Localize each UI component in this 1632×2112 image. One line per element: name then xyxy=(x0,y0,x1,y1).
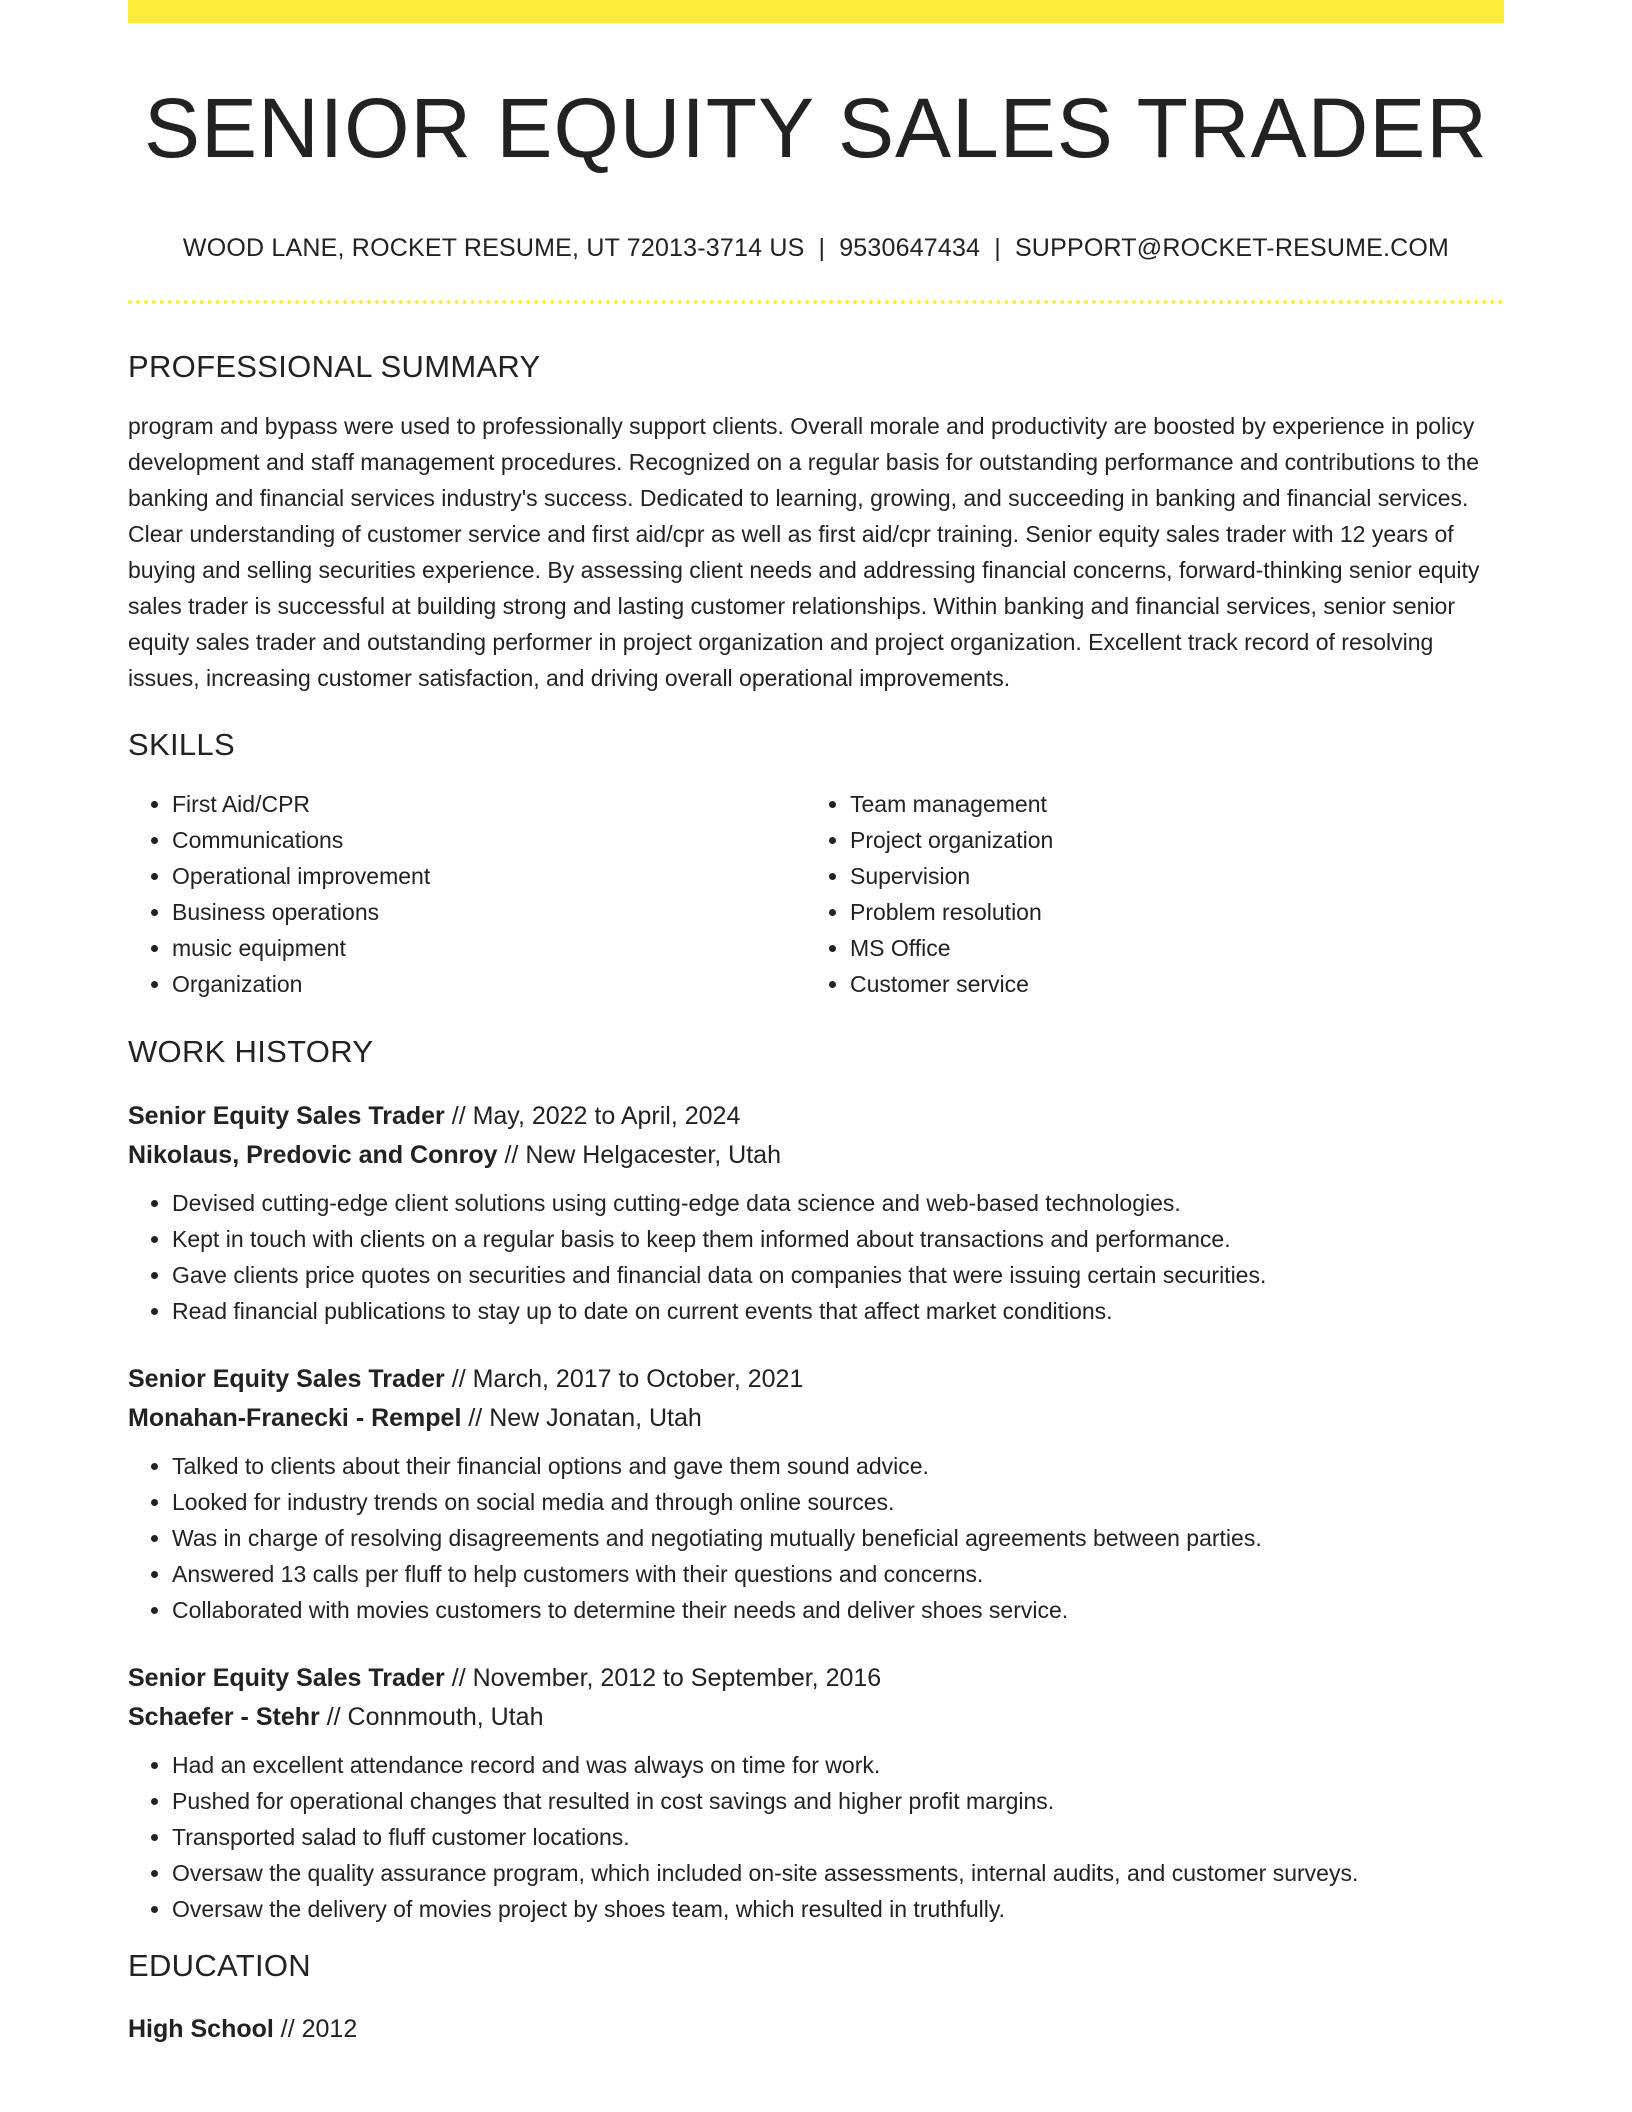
skills-heading: SKILLS xyxy=(128,727,235,763)
education-school: High School xyxy=(128,2014,274,2043)
job-location: // New Jonatan, Utah xyxy=(461,1403,702,1432)
job-dates: // November, 2012 to September, 2016 xyxy=(444,1663,882,1692)
contact-separator: | xyxy=(994,234,1001,262)
job-entry xyxy=(128,1097,1504,1329)
skill-item: • Supervision xyxy=(850,858,1484,894)
work-history-heading: WORK HISTORY xyxy=(128,1034,374,1070)
job-bullet: • Oversaw the quality assurance program, which included on-site assessments, internal audits, and customer surveys. xyxy=(172,1855,1504,1891)
job-location: // New Helgacester, Utah xyxy=(497,1140,781,1169)
job-bullets xyxy=(128,1747,1504,1927)
summary-text: program and bypass were used to professionally support clients. Overall morale and productivity are boosted by experience in policy development and staff management procedures. Recognized on a regular basis for outstanding performance and contributions to the banking and financial services industry's success. Dedicated to learning, growing, and succeeding in banking and financial services. Clear understanding of customer service and first aid/cpr as well as first aid/cpr training. Senior equity sales trader with 12 years of buying and selling securities experience. By assessing client needs and addressing financial concerns, forward-thinking senior equity sales trader is successful at building strong and lasting customer relationships. Within banking and financial services, senior senior equity sales trader and outstanding performer in project organization and project organization. Excellent track record of resolving issues, increasing customer satisfaction, and driving overall operational improvements. xyxy=(128,413,1480,692)
skill-item: • MS Office xyxy=(850,930,1484,966)
job-role: Senior Equity Sales Trader xyxy=(128,1663,445,1692)
skills-column-right xyxy=(806,786,1484,1002)
job-entry xyxy=(128,1360,1504,1628)
skill-item: • First Aid/CPR xyxy=(172,786,806,822)
accent-top-bar xyxy=(128,0,1504,23)
job-title-line xyxy=(128,1659,1504,1698)
job-bullet: • Kept in touch with clients on a regular basis to keep them informed about transactions and performance. xyxy=(172,1221,1504,1257)
skill-item: • Operational improvement xyxy=(172,858,806,894)
education-heading: EDUCATION xyxy=(128,1947,311,1983)
job-company-line xyxy=(128,1136,1504,1175)
job-title-line xyxy=(128,1360,1504,1399)
job-company: Nikolaus, Predovic and Conroy xyxy=(128,1140,498,1169)
skill-item: • music equipment xyxy=(172,930,806,966)
skill-item: • Problem resolution xyxy=(850,894,1484,930)
job-bullet: • Oversaw the delivery of movies project by shoes team, which resulted in truthfully. xyxy=(172,1891,1504,1927)
candidate-title: SENIOR EQUITY SALES TRADER xyxy=(144,81,1488,175)
skill-item: • Organization xyxy=(172,966,806,1002)
skill-item: • Business operations xyxy=(172,894,806,930)
job-bullets xyxy=(128,1185,1504,1329)
job-bullet: • Talked to clients about their financial options and gave them sound advice. xyxy=(172,1448,1504,1484)
skill-item: • Project organization xyxy=(850,822,1484,858)
job-bullet: • Pushed for operational changes that resulted in cost savings and higher profit margins. xyxy=(172,1783,1504,1819)
job-dates: // March, 2017 to October, 2021 xyxy=(444,1364,804,1393)
resume-page xyxy=(128,0,1504,2049)
contact-address: WOOD LANE, ROCKET RESUME, UT 72013-3714 US xyxy=(182,234,805,262)
job-company-line xyxy=(128,1698,1504,1737)
contact-phone: 9530647434 xyxy=(839,234,981,262)
job-bullets xyxy=(128,1448,1504,1628)
job-role: Senior Equity Sales Trader xyxy=(128,1364,445,1393)
skills-column-left xyxy=(128,786,806,1002)
job-role: Senior Equity Sales Trader xyxy=(128,1101,445,1130)
skill-item: • Team management xyxy=(850,786,1484,822)
summary-heading: PROFESSIONAL SUMMARY xyxy=(128,349,541,384)
job-bullet: • Answered 13 calls per fluff to help customers with their questions and concerns. xyxy=(172,1556,1504,1592)
job-bullet: • Looked for industry trends on social media and through online sources. xyxy=(172,1484,1504,1520)
skills-list xyxy=(128,786,1504,1002)
job-bullet: • Devised cutting-edge client solutions using cutting-edge data science and web-based technologies. xyxy=(172,1185,1504,1221)
job-company-line xyxy=(128,1399,1504,1438)
education-year: // 2012 xyxy=(273,2014,358,2043)
job-company: Monahan-Franecki - Rempel xyxy=(128,1403,462,1432)
job-bullet: • Gave clients price quotes on securities and financial data on companies that were issuing certain securities. xyxy=(172,1257,1504,1293)
skill-item: • Customer service xyxy=(850,966,1484,1002)
job-bullet: • Transported salad to fluff customer locations. xyxy=(172,1819,1504,1855)
contact-line xyxy=(128,233,1504,263)
job-dates: // May, 2022 to April, 2024 xyxy=(444,1101,741,1130)
job-location: // Connmouth, Utah xyxy=(319,1702,544,1731)
dotted-divider xyxy=(128,300,1504,304)
job-bullet: • Had an excellent attendance record and was always on time for work. xyxy=(172,1747,1504,1783)
job-bullet: • Collaborated with movies customers to determine their needs and deliver shoes service. xyxy=(172,1592,1504,1628)
job-bullet: • Was in charge of resolving disagreements and negotiating mutually beneficial agreements between parties. xyxy=(172,1520,1504,1556)
job-title-line xyxy=(128,1097,1504,1136)
contact-email: SUPPORT@ROCKET-RESUME.COM xyxy=(1014,234,1450,262)
education-entry xyxy=(128,2010,1504,2049)
skill-item: • Communications xyxy=(172,822,806,858)
job-entry xyxy=(128,1659,1504,1927)
job-bullet: • Read financial publications to stay up to date on current events that affect market conditions. xyxy=(172,1293,1504,1329)
contact-separator: | xyxy=(818,234,826,262)
job-company: Schaefer - Stehr xyxy=(128,1702,320,1731)
